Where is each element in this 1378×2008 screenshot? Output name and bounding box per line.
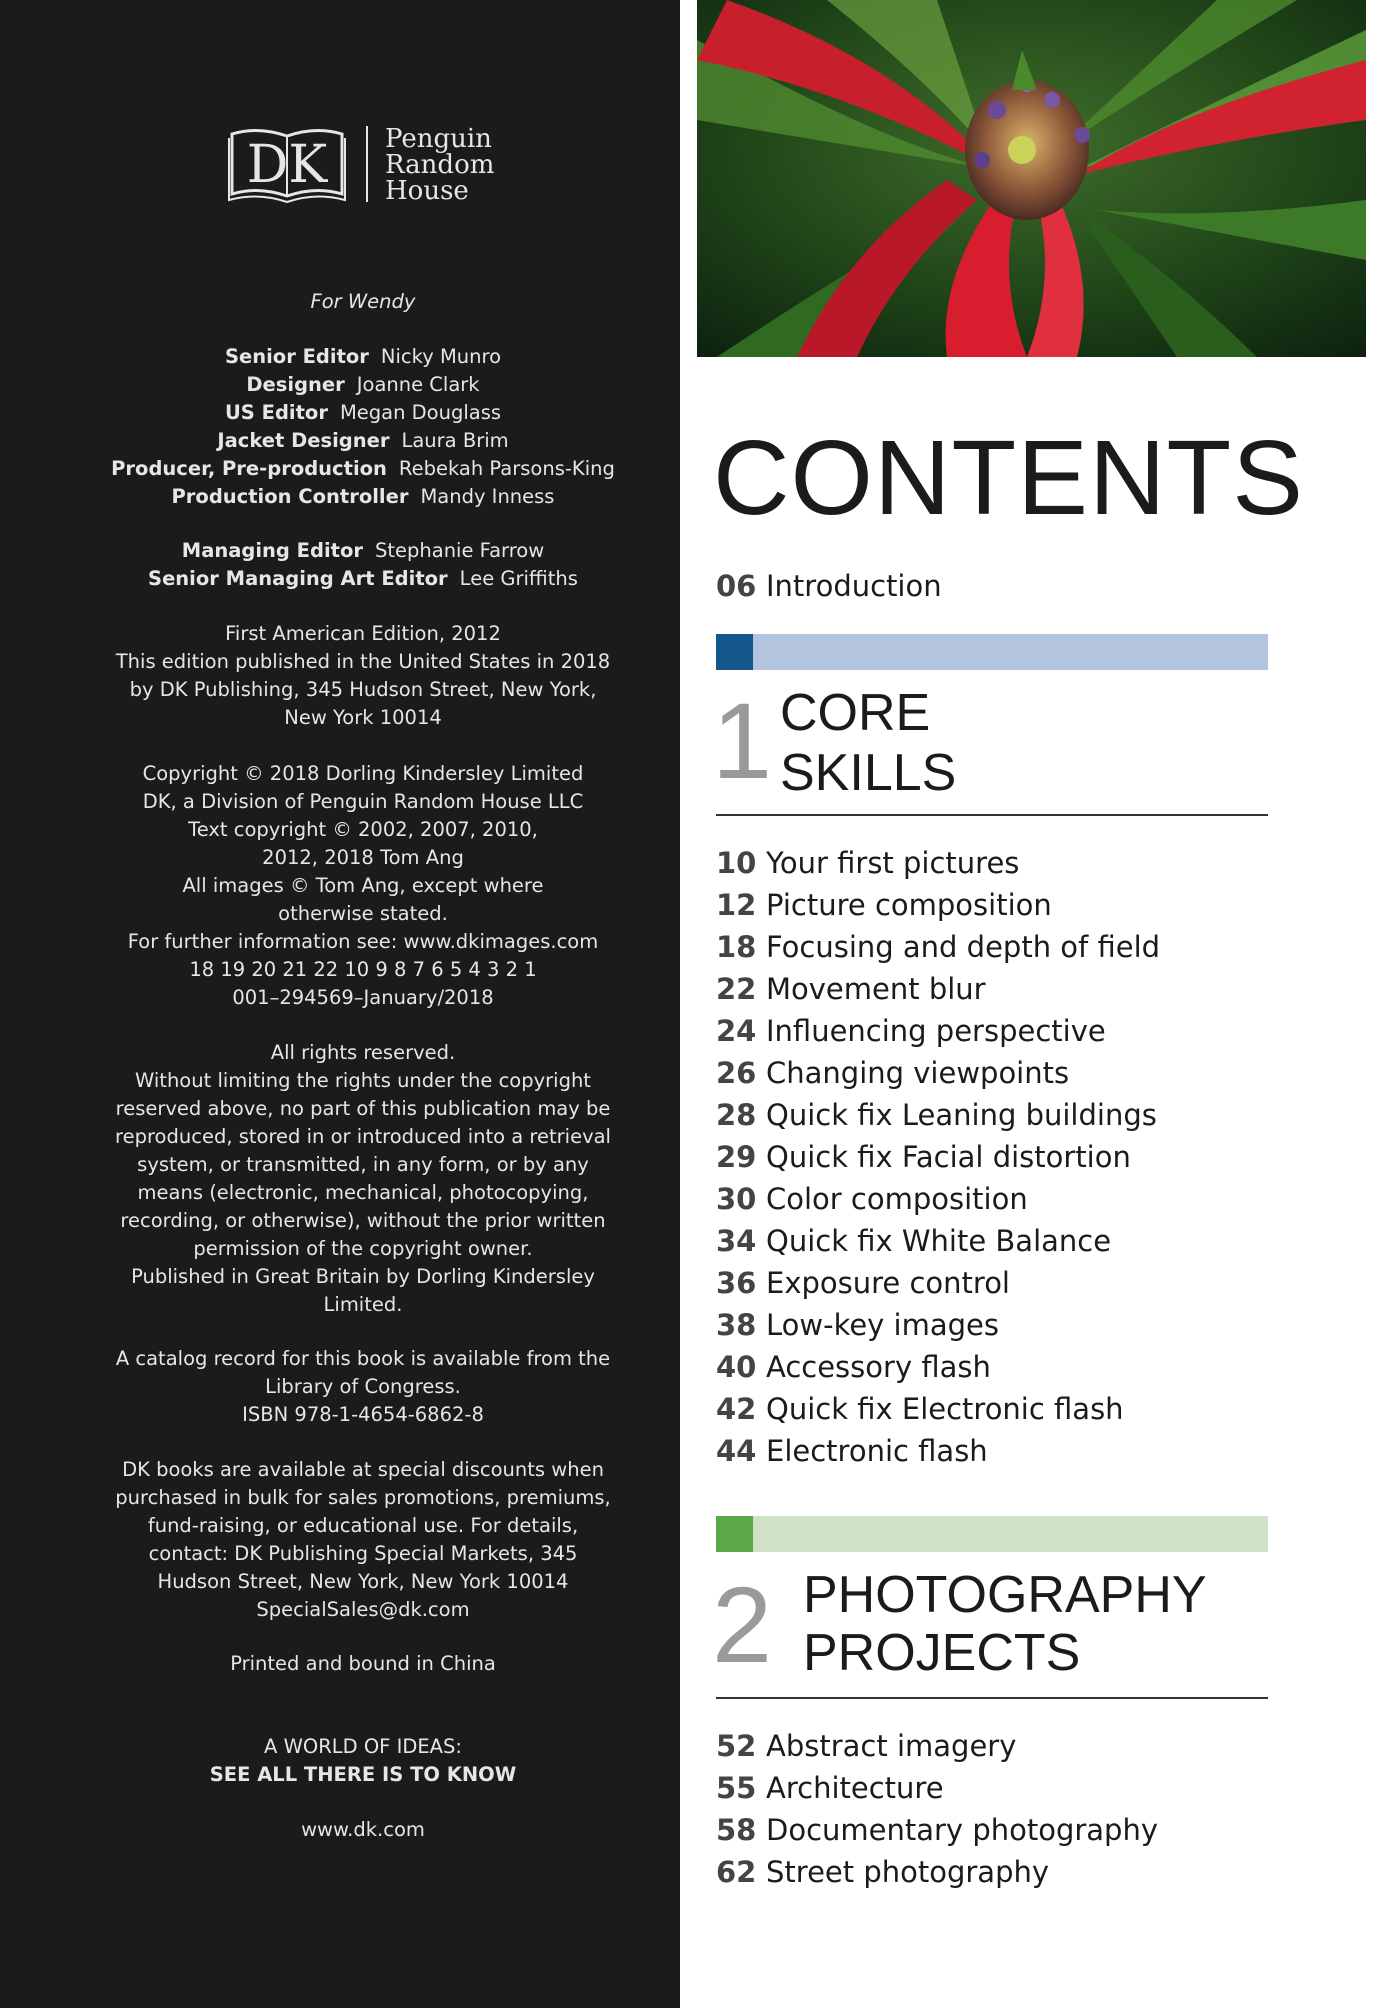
credit-line (0, 483, 726, 511)
toc-page-number: 62 (716, 1855, 757, 1889)
sales-line: purchased in bulk for sales promotions, premiums, (115, 1486, 611, 1509)
toc-entry[interactable] (716, 1011, 1106, 1051)
tagline-line-1: A WORLD OF IDEAS: (264, 1735, 462, 1758)
credit-line (0, 371, 726, 399)
chapter-1-color-bar (716, 634, 1268, 670)
toc-entry[interactable] (716, 1810, 1158, 1850)
toc-entry-title: Introduction (766, 569, 942, 603)
rights-notice (0, 1039, 726, 1319)
sales-line: contact: DK Publishing Special Markets, 345 (148, 1542, 578, 1565)
pineapple-flower-image (697, 0, 1366, 357)
credit-name: Stephanie Farrow (374, 539, 545, 562)
toc-entry[interactable] (716, 1389, 1124, 1429)
toc-entry-title: Exposure control (766, 1266, 1010, 1300)
toc-entry[interactable] (716, 1095, 1157, 1135)
dk-penguin-random-house-logo (228, 124, 528, 204)
toc-entry[interactable] (716, 1347, 991, 1387)
chapter-2-color-bar (716, 1516, 1268, 1552)
toc-entry[interactable] (716, 885, 1052, 925)
toc-entry-introduction[interactable] (716, 566, 942, 606)
credit-name: Megan Douglass (339, 401, 502, 424)
credits-group-2 (0, 537, 726, 593)
toc-page-number: 18 (716, 930, 757, 964)
credit-role: Production Controller (171, 485, 409, 508)
toc-page-number: 28 (716, 1098, 757, 1132)
toc-entry[interactable] (716, 1179, 1028, 1219)
edition-line: First American Edition, 2012 (225, 622, 501, 645)
toc-entry[interactable] (716, 1305, 999, 1345)
logo-publisher-line: Random (385, 150, 495, 180)
rights-line: Without limiting the rights under the copyright (135, 1069, 591, 1092)
contents-title: CONTENTS (713, 419, 1304, 537)
toc-entry-title: Street photography (766, 1855, 1050, 1889)
chapter-1-title-line-2: SKILLS (780, 744, 957, 802)
credit-name: Joanne Clark (356, 373, 480, 396)
credit-role: US Editor (224, 401, 328, 424)
sales-line: Hudson Street, New York, New York 10014 (157, 1570, 569, 1593)
toc-page-number: 30 (716, 1182, 757, 1216)
toc-entry-title: Quick fix White Balance (766, 1224, 1112, 1258)
copyright-line: DK, a Division of Penguin Random House LLC (142, 790, 584, 813)
toc-entry-title: Influencing perspective (766, 1014, 1106, 1048)
toc-entry-title: Movement blur (766, 972, 986, 1006)
toc-entry[interactable] (716, 927, 1160, 967)
credit-line (0, 455, 726, 483)
chapter-1-bar-fill (716, 634, 1268, 670)
toc-entry[interactable] (716, 1768, 944, 1808)
dedication: For Wendy (310, 290, 416, 313)
credit-name: Mandy Inness (420, 485, 555, 508)
credit-line (0, 565, 726, 593)
toc-page-number: 06 (716, 569, 757, 603)
toc-page-number: 22 (716, 972, 757, 1006)
toc-page-number: 29 (716, 1140, 757, 1174)
rights-line: permission of the copyright owner. (193, 1237, 533, 1260)
chapter-2-title-line-1: PHOTOGRAPHY (803, 1566, 1207, 1624)
chapter-2-bar-fill (716, 1516, 1268, 1552)
toc-page-number: 12 (716, 888, 757, 922)
toc-page-number: 55 (716, 1771, 757, 1805)
svg-text:DK: DK (246, 135, 328, 195)
credit-role: Senior Managing Art Editor (148, 567, 448, 590)
toc-page-number: 10 (716, 846, 757, 880)
toc-entry[interactable] (716, 969, 986, 1009)
chapter-2-rule (716, 1697, 1268, 1699)
toc-page-number: 44 (716, 1434, 757, 1468)
chapter-1-rule (716, 814, 1268, 816)
credit-role: Producer, Pre-production (111, 457, 387, 480)
edition-line: by DK Publishing, 345 Hudson Street, New York, (129, 678, 597, 701)
toc-entry-title: Electronic flash (766, 1434, 988, 1468)
credit-name: Lee Griffiths (459, 567, 578, 590)
toc-entry[interactable] (716, 1431, 988, 1471)
rights-line: All rights reserved. (270, 1041, 456, 1064)
toc-page-number: 34 (716, 1224, 757, 1258)
toc-entry-title: Documentary photography (766, 1813, 1159, 1847)
rights-line: system, or transmitted, in any form, or by any (137, 1153, 589, 1176)
toc-entry-title: Abstract imagery (766, 1729, 1017, 1763)
pineapple-flower-photo (697, 0, 1366, 357)
sales-line: DK books are available at special discounts when (122, 1458, 604, 1481)
chapter-2-title-line-2: PROJECTS (803, 1624, 1081, 1682)
catalog-notice (0, 1345, 726, 1429)
catalog-line: A catalog record for this book is available from the (115, 1347, 611, 1370)
toc-entry[interactable] (716, 1263, 1010, 1303)
edition-line: This edition published in the United States in 2018 (115, 650, 611, 673)
credit-line (0, 399, 726, 427)
copyright-line: Text copyright © 2002, 2007, 2010, (188, 818, 538, 841)
toc-page-number: 42 (716, 1392, 757, 1426)
special-sales-notice (0, 1456, 726, 1624)
website-link[interactable]: www.dk.com (301, 1818, 425, 1841)
chapter-1-number: 1 (712, 680, 773, 801)
credit-name: Rebekah Parsons-King (398, 457, 615, 480)
dk-book-logo-icon (228, 124, 346, 204)
toc-entry-title: Focusing and depth of field (766, 930, 1161, 964)
toc-entry[interactable] (716, 1726, 1016, 1766)
toc-entry-title: Picture composition (766, 888, 1052, 922)
logo-divider (366, 126, 368, 202)
toc-page-number: 24 (716, 1014, 757, 1048)
toc-entry-title: Quick fix Facial distortion (766, 1140, 1131, 1174)
credit-line (0, 343, 726, 371)
toc-page-number: 36 (716, 1266, 757, 1300)
credits-group-1 (0, 343, 726, 511)
logo-publisher-line: House (385, 176, 469, 206)
copyright-notice (0, 760, 726, 1012)
rights-line: means (electronic, mechanical, photocopying, (137, 1181, 589, 1204)
toc-entry-title: Quick fix Electronic flash (766, 1392, 1124, 1426)
toc-entry[interactable] (716, 1852, 1049, 1892)
toc-page-number: 26 (716, 1056, 757, 1090)
copyright-line: 2012, 2018 Tom Ang (262, 846, 464, 869)
tagline (0, 1733, 726, 1789)
credit-line (0, 537, 726, 565)
toc-entry-title: Color composition (766, 1182, 1028, 1216)
credit-role: Jacket Designer (217, 429, 390, 452)
toc-entry[interactable] (716, 843, 1019, 883)
copyright-line: For further information see: www.dkimages.com (127, 930, 599, 953)
toc-page-number: 58 (716, 1813, 757, 1847)
rights-line: Limited. (323, 1293, 403, 1316)
sales-line: fund-raising, or educational use. For details, (147, 1514, 579, 1537)
toc-entry-title: Changing viewpoints (766, 1056, 1070, 1090)
rights-line: reproduced, stored in or introduced into a retrieval (115, 1125, 611, 1148)
chapter-1-bar-square (716, 634, 753, 670)
rights-line: Published in Great Britain by Dorling Kindersley (131, 1265, 595, 1288)
toc-entry-title: Architecture (766, 1771, 944, 1805)
imprint-page (0, 0, 680, 2008)
credit-line (0, 427, 726, 455)
toc-entry-title: Your first pictures (766, 846, 1020, 880)
copyright-line: otherwise stated. (278, 902, 448, 925)
chapter-2-number: 2 (712, 1564, 773, 1685)
copyright-line: 18 19 20 21 22 10 9 8 7 6 5 4 3 2 1 (189, 958, 537, 981)
credit-role: Designer (246, 373, 345, 396)
catalog-line: ISBN 978-1-4654-6862-8 (242, 1403, 484, 1426)
tagline-line-2: SEE ALL THERE IS TO KNOW (209, 1763, 517, 1786)
toc-entry-title: Accessory flash (766, 1350, 991, 1384)
edition-line: New York 10014 (284, 706, 442, 729)
rights-line: recording, or otherwise), without the prior written (120, 1209, 606, 1232)
toc-entry-title: Quick fix Leaning buildings (766, 1098, 1157, 1132)
credit-name: Laura Brim (401, 429, 509, 452)
toc-page-number: 38 (716, 1308, 757, 1342)
rights-line: reserved above, no part of this publication may be (115, 1097, 611, 1120)
sales-line: SpecialSales@dk.com (256, 1598, 470, 1621)
copyright-line: All images © Tom Ang, except where (182, 874, 544, 897)
catalog-line: Library of Congress. (265, 1375, 461, 1398)
edition-notice (0, 620, 726, 732)
chapter-2-bar-square (716, 1516, 753, 1552)
toc-page-number: 52 (716, 1729, 757, 1763)
credit-role: Senior Editor (224, 345, 369, 368)
printed-in: Printed and bound in China (230, 1652, 496, 1675)
credit-name: Nicky Munro (380, 345, 502, 368)
logo-publisher-line: Penguin (385, 124, 492, 154)
copyright-line: 001–294569–January/2018 (232, 986, 494, 1009)
copyright-line: Copyright © 2018 Dorling Kindersley Limited (142, 762, 584, 785)
chapter-1-title-line-1: CORE (780, 684, 931, 742)
toc-entry[interactable] (716, 1221, 1111, 1261)
toc-entry[interactable] (716, 1137, 1131, 1177)
toc-page-number: 40 (716, 1350, 757, 1384)
credit-role: Managing Editor (181, 539, 363, 562)
toc-entry-title: Low-key images (766, 1308, 999, 1342)
toc-entry[interactable] (716, 1053, 1069, 1093)
